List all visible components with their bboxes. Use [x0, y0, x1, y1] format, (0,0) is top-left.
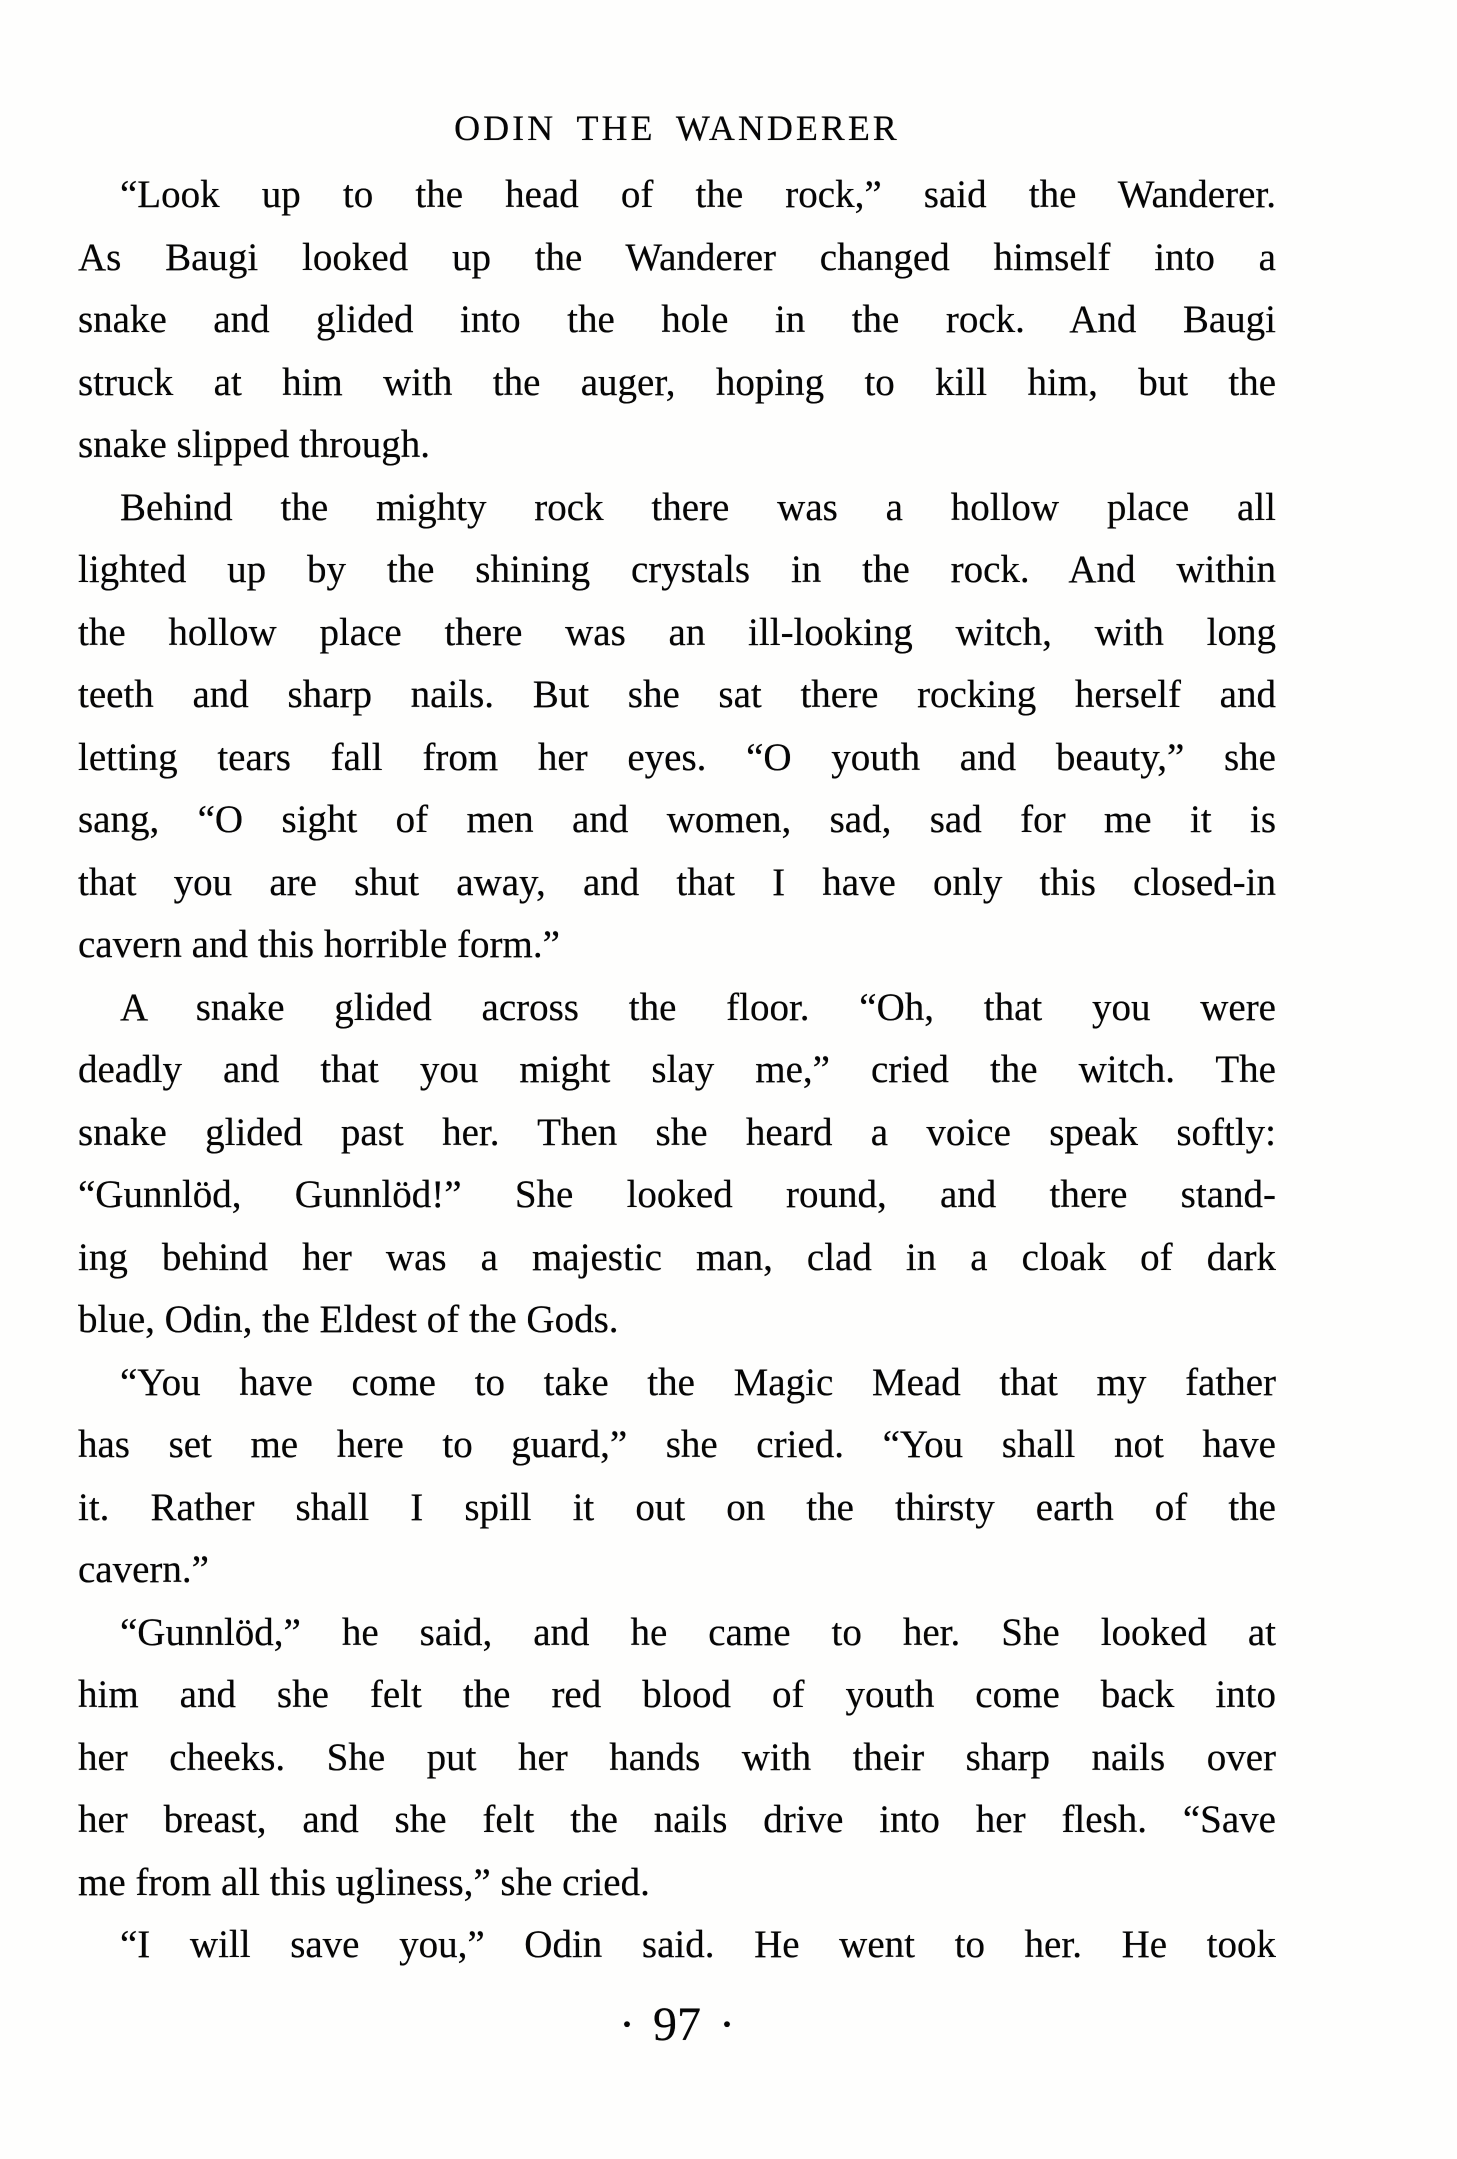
paragraph	[78, 477, 1276, 977]
text-line: cavern and this horrible form.”	[78, 923, 560, 966]
text-line: ing behind her was a majestic man, clad in a cloak of dark	[78, 1235, 1276, 1279]
text-line: me from all this ugliness,” she cried.	[78, 1860, 650, 1904]
text-line: deadly and that you might slay me,” cried the witch. The	[78, 1048, 1276, 1091]
text-line: sang, “O sight of men and women, sad, sad for me it is	[78, 798, 1276, 841]
text-line: her breast, and she felt the nails drive into her flesh. “Save	[78, 1798, 1276, 1841]
text-line: snake slipped through.	[78, 423, 431, 466]
text-line: it. Rather shall I spill it out on the thirsty earth of the	[78, 1485, 1276, 1529]
paragraph	[78, 164, 1276, 477]
paragraph	[78, 1602, 1276, 1915]
text-line: “Gunnlöd, Gunnlöd!” She looked round, and there stand-	[78, 1173, 1276, 1216]
text-line: “Gunnlöd,” he said, and he came to her. She looked at	[120, 1610, 1276, 1654]
text-line: snake and glided into the hole in the rock. And Baugi	[78, 298, 1276, 341]
paragraph	[78, 1352, 1276, 1602]
text-line: has set me here to guard,” she cried. “You shall not have	[78, 1423, 1276, 1466]
text-line: “You have come to take the Magic Mead that my father	[120, 1360, 1276, 1404]
text-line: that you are shut away, and that I have only this closed-in	[78, 860, 1276, 904]
text-line: the hollow place there was an ill-looking witch, with long	[78, 610, 1276, 654]
text-line: teeth and sharp nails. But she sat there rocking herself and	[78, 673, 1276, 716]
text-line: lighted up by the shining crystals in the rock. And within	[78, 548, 1276, 591]
text-line: her cheeks. She put her hands with their sharp nails over	[78, 1735, 1276, 1779]
text-line: Behind the mighty rock there was a hollow place all	[120, 485, 1276, 529]
text-line: “I will save you,” Odin said. He went to her. He took	[120, 1923, 1276, 1966]
paragraph	[78, 977, 1276, 1352]
text-line: letting tears fall from her eyes. “O youth and beauty,” she	[78, 735, 1276, 779]
text-line: blue, Odin, the Eldest of the Gods.	[78, 1298, 619, 1341]
text-line: snake glided past her. Then she heard a voice speak softly:	[78, 1110, 1276, 1154]
text-line: him and she felt the red blood of youth come back into	[78, 1673, 1276, 1716]
text-line: cavern.”	[78, 1548, 209, 1591]
text-line: As Baugi looked up the Wanderer changed himself into a	[78, 235, 1276, 279]
page-number: · 97 ·	[619, 1998, 735, 2051]
running-head: ODIN THE WANDERER	[454, 108, 900, 148]
text-line: A snake glided across the floor. “Oh, that you were	[120, 985, 1276, 1029]
text-line: struck at him with the auger, hoping to kill him, but the	[78, 360, 1276, 404]
paragraph	[78, 1914, 1276, 1977]
text-line: “Look up to the head of the rock,” said the Wanderer.	[120, 173, 1276, 216]
body-text	[78, 164, 1276, 1977]
